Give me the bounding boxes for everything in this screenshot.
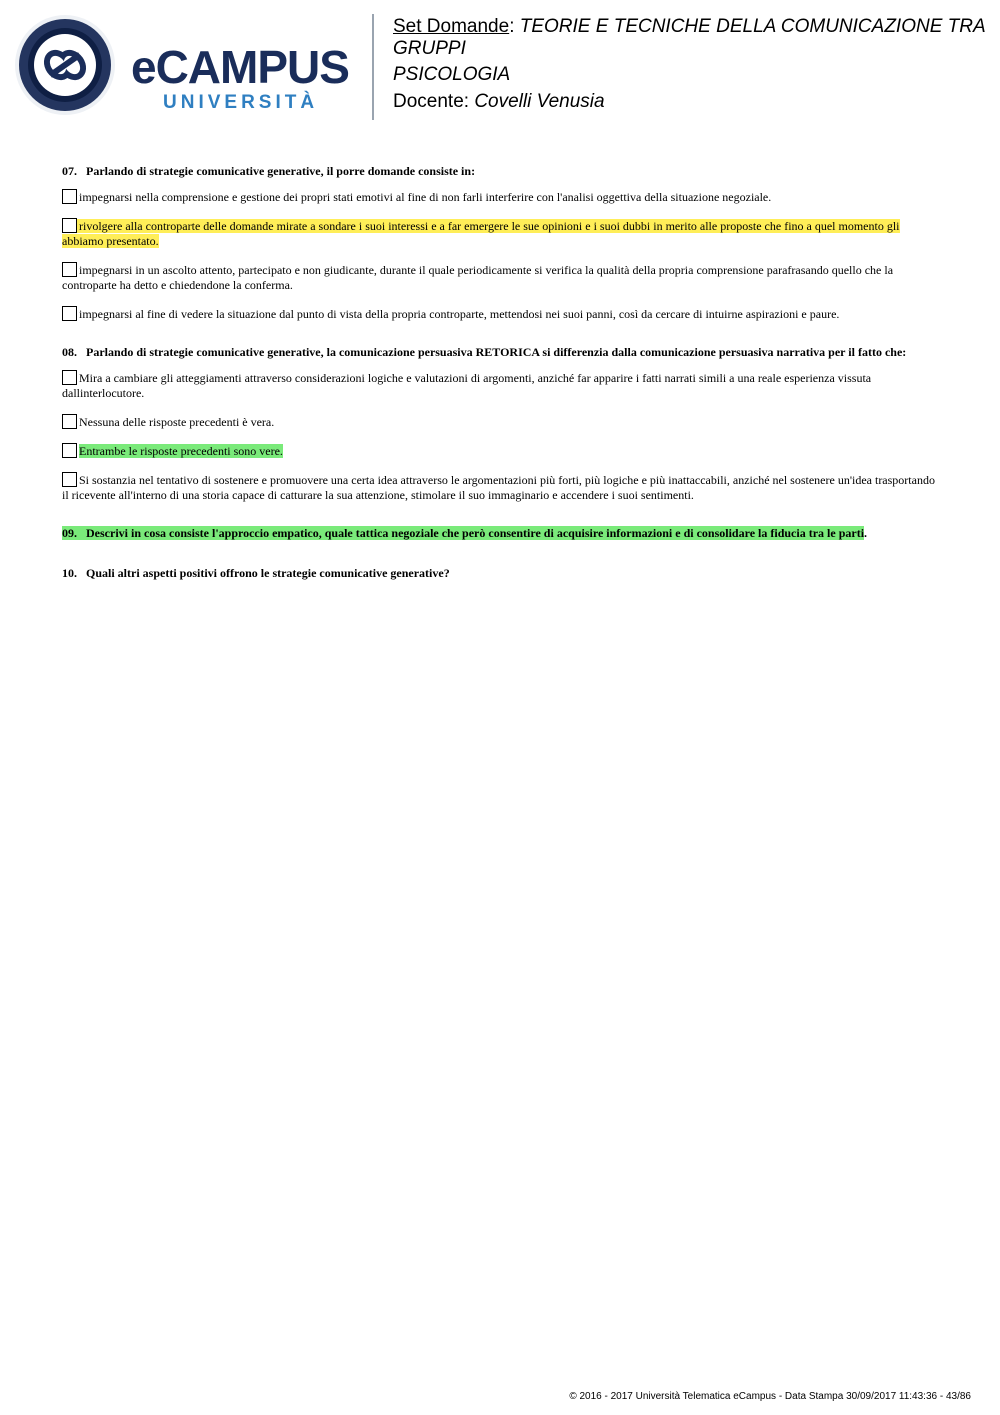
question-07 — [62, 164, 938, 322]
question-title — [62, 345, 938, 360]
question-text: Parlando di strategie comunicative generative, il porre domande consiste in: — [86, 164, 476, 178]
answer-checkbox[interactable] — [62, 472, 77, 487]
teacher-name: Covelli Venusia — [474, 91, 605, 112]
answer-text: rivolgere alla controparte delle domande mirate a sondare i suoi interessi e a far emergere le sue opinioni e i suoi dubbi in merito alle proposte che fino a quel momento gli abbiamo presentato. — [62, 219, 900, 248]
question-number: 08. — [62, 345, 77, 359]
question-title — [62, 164, 938, 179]
university-seal-icon — [14, 14, 116, 116]
answer-checkbox[interactable] — [62, 414, 77, 429]
highlighted-answer — [62, 219, 900, 248]
question-08 — [62, 345, 938, 503]
answer-checkbox[interactable] — [62, 306, 77, 321]
answer-text: Si sostanzia nel tentativo di sostenere e promuovere una certa idea attraverso le argomentazioni più forti, più logiche e più inattaccabili, anziché nel sostenere un'idea trasportando il ricevente all'interno di una storia capace di catturare la sua attenzione, stimolare il suo immaginario e accendere i suoi sentimenti. — [62, 473, 935, 502]
question-10 — [62, 566, 938, 581]
subject-line — [393, 64, 510, 86]
question-title — [62, 526, 938, 541]
answer-checkbox[interactable] — [62, 443, 77, 458]
answer-text: Mira a cambiare gli atteggiamenti attraverso considerazioni logiche e valutazioni di argomenti, anziché far apparire i fatti narrati simili a una reale esperienza vissuta dallinterlocutore. — [62, 371, 872, 400]
answer-text: impegnarsi nella comprensione e gestione dei propri stati emotivi al fine di non farli interferire con l'analisi oggettiva della situazione negoziale. — [79, 190, 772, 204]
question-text: Parlando di strategie comunicative generative, la comunicazione persuasiva RETORICA si differenzia dalla comunicazione persuasiva narrativa per il fatto che: — [86, 345, 907, 359]
answer-option — [62, 472, 938, 503]
subject-name: PSICOLOGIA — [393, 64, 511, 85]
question-title — [62, 566, 938, 581]
answer-text: impegnarsi in un ascolto attento, partecipato e non giudicante, durante il quale periodicamente si verifica la qualità della propria comprensione parafrasando quello che la controparte ha detto e chiedendone la conferma. — [62, 263, 894, 292]
answer-checkbox[interactable] — [62, 218, 77, 233]
answer-option — [62, 443, 938, 459]
answer-option — [62, 262, 938, 293]
question-number: 10. — [62, 566, 77, 580]
logo-subtitle: UNIVERSITÀ — [163, 92, 319, 113]
question-09 — [62, 526, 938, 541]
question-text: Quali altri aspetti positivi offrono le strategie comunicative generative? — [86, 566, 450, 580]
question-number: 07. — [62, 164, 77, 178]
answer-checkbox[interactable] — [62, 262, 77, 277]
question-number: 09. — [62, 526, 77, 540]
page-footer: © 2016 - 2017 Università Telematica eCampus - Data Stampa 30/09/2017 11:43:36 - 43/86 — [569, 1391, 971, 1402]
answer-option — [62, 218, 938, 249]
header-divider — [372, 14, 374, 120]
answer-option — [62, 306, 938, 322]
set-title-line: Set Domande: TEORIE E TECNICHE DELLA COMUNICAZIONE TRA GRUPPI — [393, 16, 985, 59]
answer-option — [62, 414, 938, 430]
question-list — [62, 164, 938, 604]
teacher-label: Docente: — [393, 91, 470, 112]
set-title: TEORIE E TECNICHE DELLA COMUNICAZIONE TRA GRUPPI — [393, 16, 985, 59]
question-text: Descrivi in cosa consiste l'approccio empatico, quale tattica negoziale che però consentire di acquisire informazioni e di consolidare la fiducia tra le parti — [86, 526, 865, 540]
teacher-line — [393, 91, 605, 113]
answer-option — [62, 189, 938, 205]
highlighted-question — [62, 526, 864, 540]
answer-checkbox[interactable] — [62, 189, 77, 204]
answer-checkbox[interactable] — [62, 370, 77, 385]
answer-option — [62, 370, 938, 401]
answer-text: impegnarsi al fine di vedere la situazione dal punto di vista della propria controparte, mettendosi nei suoi panni, così da cercare di intuirne aspirazioni e paure. — [79, 307, 840, 321]
logo-brand-text: eCAMPUS — [131, 41, 349, 93]
question-trailing-period: . — [864, 526, 868, 540]
answer-text: Entrambe le risposte precedenti sono vere. — [79, 444, 283, 458]
set-label: Set Domande — [393, 16, 510, 37]
answer-text: Nessuna delle risposte precedenti è vera. — [79, 415, 275, 429]
ecampus-logo — [14, 14, 359, 116]
